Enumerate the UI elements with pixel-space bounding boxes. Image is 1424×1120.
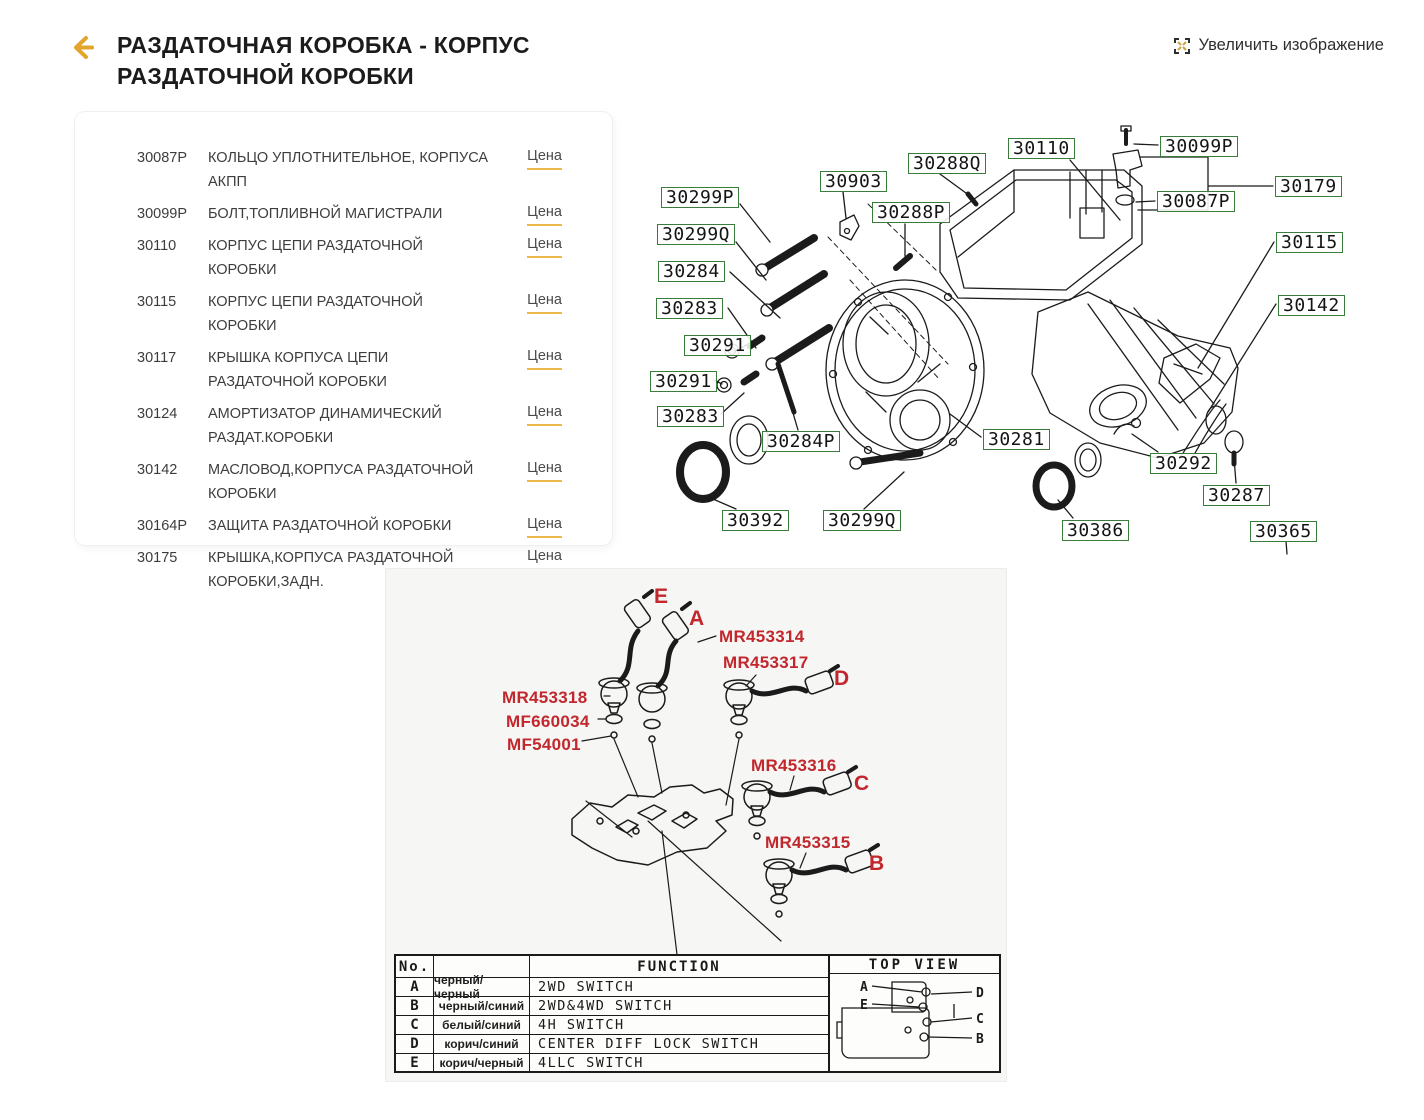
parts-list-row <box>75 510 612 542</box>
table-header-function: FUNCTION <box>530 956 829 978</box>
part-name: МАСЛОВОД,КОРПУСА РАЗДАТОЧНОЙ КОРОБКИ <box>208 462 474 502</box>
table-cell-wire-color: корич/синий <box>434 1035 530 1054</box>
parts-list-row <box>75 142 612 198</box>
diagram-part-number-label[interactable]: 30281 <box>983 429 1050 450</box>
parts-list-row <box>75 398 612 454</box>
part-name: КОЛЬЦО УПЛОТНИТЕЛЬНОЕ, КОРПУСА АКПП <box>208 150 489 190</box>
price-link[interactable]: Цена <box>527 146 562 170</box>
price-link[interactable]: Цена <box>527 458 562 482</box>
diagram-part-number-label[interactable]: 30291 <box>650 371 717 392</box>
diagram-part-number-label[interactable]: 30386 <box>1062 520 1129 541</box>
page-title-line1: РАЗДАТОЧНАЯ КОРОБКА - КОРПУС <box>117 32 530 58</box>
diagram-part-number-label[interactable]: 30283 <box>656 298 723 319</box>
diagram-part-number-label[interactable]: 30291 <box>684 335 751 356</box>
switch-letter-label: E <box>654 585 669 608</box>
part-name: КОРПУС ЦЕПИ РАЗДАТОЧНОЙ КОРОБКИ <box>208 294 423 334</box>
price-link[interactable]: Цена <box>527 514 562 538</box>
top-view-letter: C <box>976 1012 984 1027</box>
price-link[interactable]: Цена <box>527 402 562 426</box>
table-cell-wire-color: корич/черный <box>434 1054 530 1073</box>
table-cell-letter: D <box>396 1035 434 1054</box>
price-link[interactable]: Цена <box>527 290 562 314</box>
parts-list-row <box>75 198 612 230</box>
switch-letter-label: A <box>689 607 705 630</box>
switch-part-number-label: MR453316 <box>751 756 837 775</box>
table-cell-letter: C <box>396 1016 434 1035</box>
diagram-part-number-label[interactable]: 30299P <box>661 187 739 208</box>
table-cell-letter: E <box>396 1054 434 1073</box>
table-cell-letter: A <box>396 978 434 997</box>
parts-list-row <box>75 342 612 398</box>
part-number: 30124 <box>137 406 178 422</box>
diagram-part-number-label[interactable]: 30288P <box>872 202 950 223</box>
switch-function-table <box>394 954 1001 1073</box>
switch-part-number-label: MR453318 <box>502 688 588 707</box>
top-view-letter: D <box>976 986 984 1001</box>
diagram-part-number-label[interactable]: 30287 <box>1203 485 1270 506</box>
price-link[interactable]: Цена <box>527 546 562 570</box>
part-name: АМОРТИЗАТОР ДИНАМИЧЕСКИЙ РАЗДАТ.КОРОБКИ <box>208 406 442 446</box>
parts-list-card <box>75 112 612 590</box>
table-header-no: No. <box>396 956 434 978</box>
table-cell-wire-color: черный/синий <box>434 997 530 1016</box>
top-view-letter: E <box>860 998 868 1013</box>
switch-letter-label: C <box>854 772 870 795</box>
parts-list-row <box>75 454 612 510</box>
back-button[interactable] <box>72 34 102 62</box>
price-link[interactable]: Цена <box>527 202 562 226</box>
part-number: 30087P <box>137 150 187 166</box>
part-name: КРЫШКА,КОРПУСА РАЗДАТОЧНОЙ КОРОБКИ,ЗАДН. <box>208 550 454 590</box>
switch-part-number-label: MR453314 <box>719 627 805 646</box>
table-header-top-view: TOP VIEW <box>830 956 999 974</box>
switch-letter-label: D <box>834 667 850 690</box>
table-cell-wire-color: белый/синий <box>434 1016 530 1035</box>
part-name: БОЛТ,ТОПЛИВНОЙ МАГИСТРАЛИ <box>208 206 443 222</box>
diagram-part-number-label[interactable]: 30292 <box>1150 453 1217 474</box>
table-cell-wire-color: черный/черный <box>434 978 530 997</box>
part-number: 30115 <box>137 294 177 310</box>
part-name: ЗАЩИТА РАЗДАТОЧНОЙ КОРОБКИ <box>208 518 452 534</box>
switch-letter-label: B <box>869 852 885 875</box>
part-name: КРЫШКА КОРПУСА ЦЕПИ РАЗДАТОЧНОЙ КОРОБКИ <box>208 350 389 390</box>
diagram-part-number-label[interactable]: 30392 <box>722 510 789 531</box>
part-number: 30110 <box>137 238 177 254</box>
part-name: КОРПУС ЦЕПИ РАЗДАТОЧНОЙ КОРОБКИ <box>208 238 423 278</box>
diagram-part-number-label[interactable]: 30365 <box>1250 521 1317 542</box>
switch-part-number-label: MF54001 <box>507 735 581 754</box>
page-title-line2: РАЗДАТОЧНОЙ КОРОБКИ <box>117 63 414 89</box>
switch-part-number-label: MF660034 <box>506 712 590 731</box>
part-number: 30099P <box>137 206 187 222</box>
enlarge-image-button[interactable] <box>1174 36 1384 55</box>
table-cell-function: 4LLC SWITCH <box>530 1054 829 1073</box>
diagram-part-number-label[interactable]: 30299Q <box>823 510 901 531</box>
price-link[interactable]: Цена <box>527 234 562 258</box>
table-cell-function: 2WD SWITCH <box>530 978 829 997</box>
expand-icon <box>1174 38 1190 54</box>
part-number: 30142 <box>137 462 178 478</box>
left-arrow-icon <box>72 34 102 62</box>
enlarge-image-label: Увеличить изображение <box>1198 36 1384 54</box>
parts-list-row <box>75 286 612 342</box>
diagram-part-number-label[interactable]: 30284 <box>658 261 725 282</box>
page-title <box>117 30 677 92</box>
diagram-part-number-label[interactable]: 30288Q <box>908 153 986 174</box>
top-view-letter: A <box>860 980 868 995</box>
price-link[interactable]: Цена <box>527 346 562 370</box>
parts-list-row <box>75 230 612 286</box>
table-cell-function: CENTER DIFF LOCK SWITCH <box>530 1035 829 1054</box>
top-view-mini-diagram <box>830 974 999 1071</box>
switch-location-diagram <box>385 568 1007 1082</box>
diagram-part-number-label[interactable]: 30284P <box>762 431 840 452</box>
diagram-part-number-label[interactable]: 30179 <box>1275 176 1342 197</box>
diagram-part-number-label[interactable]: 30283 <box>657 406 724 427</box>
diagram-part-number-label[interactable]: 30903 <box>820 171 887 192</box>
table-cell-letter: B <box>396 997 434 1016</box>
table-cell-function: 4H SWITCH <box>530 1016 829 1035</box>
part-number: 30117 <box>137 350 177 366</box>
diagram-part-number-label[interactable]: 30087P <box>1157 191 1235 212</box>
diagram-part-number-label[interactable]: 30115 <box>1276 232 1343 253</box>
diagram-part-number-label[interactable]: 30110 <box>1008 138 1075 159</box>
switch-part-number-label: MR453317 <box>723 653 809 672</box>
top-view-letter: B <box>976 1032 984 1047</box>
diagram-part-number-label[interactable]: 30142 <box>1278 295 1345 316</box>
diagram-part-number-label[interactable]: 30099P <box>1160 136 1238 157</box>
switch-part-number-label: MR453315 <box>765 833 851 852</box>
diagram-part-number-label[interactable]: 30299Q <box>657 224 735 245</box>
part-number: 30164P <box>137 518 187 534</box>
transfer-case-exploded-diagram <box>618 112 1424 545</box>
part-number: 30175 <box>137 550 178 566</box>
table-cell-function: 2WD&4WD SWITCH <box>530 997 829 1016</box>
